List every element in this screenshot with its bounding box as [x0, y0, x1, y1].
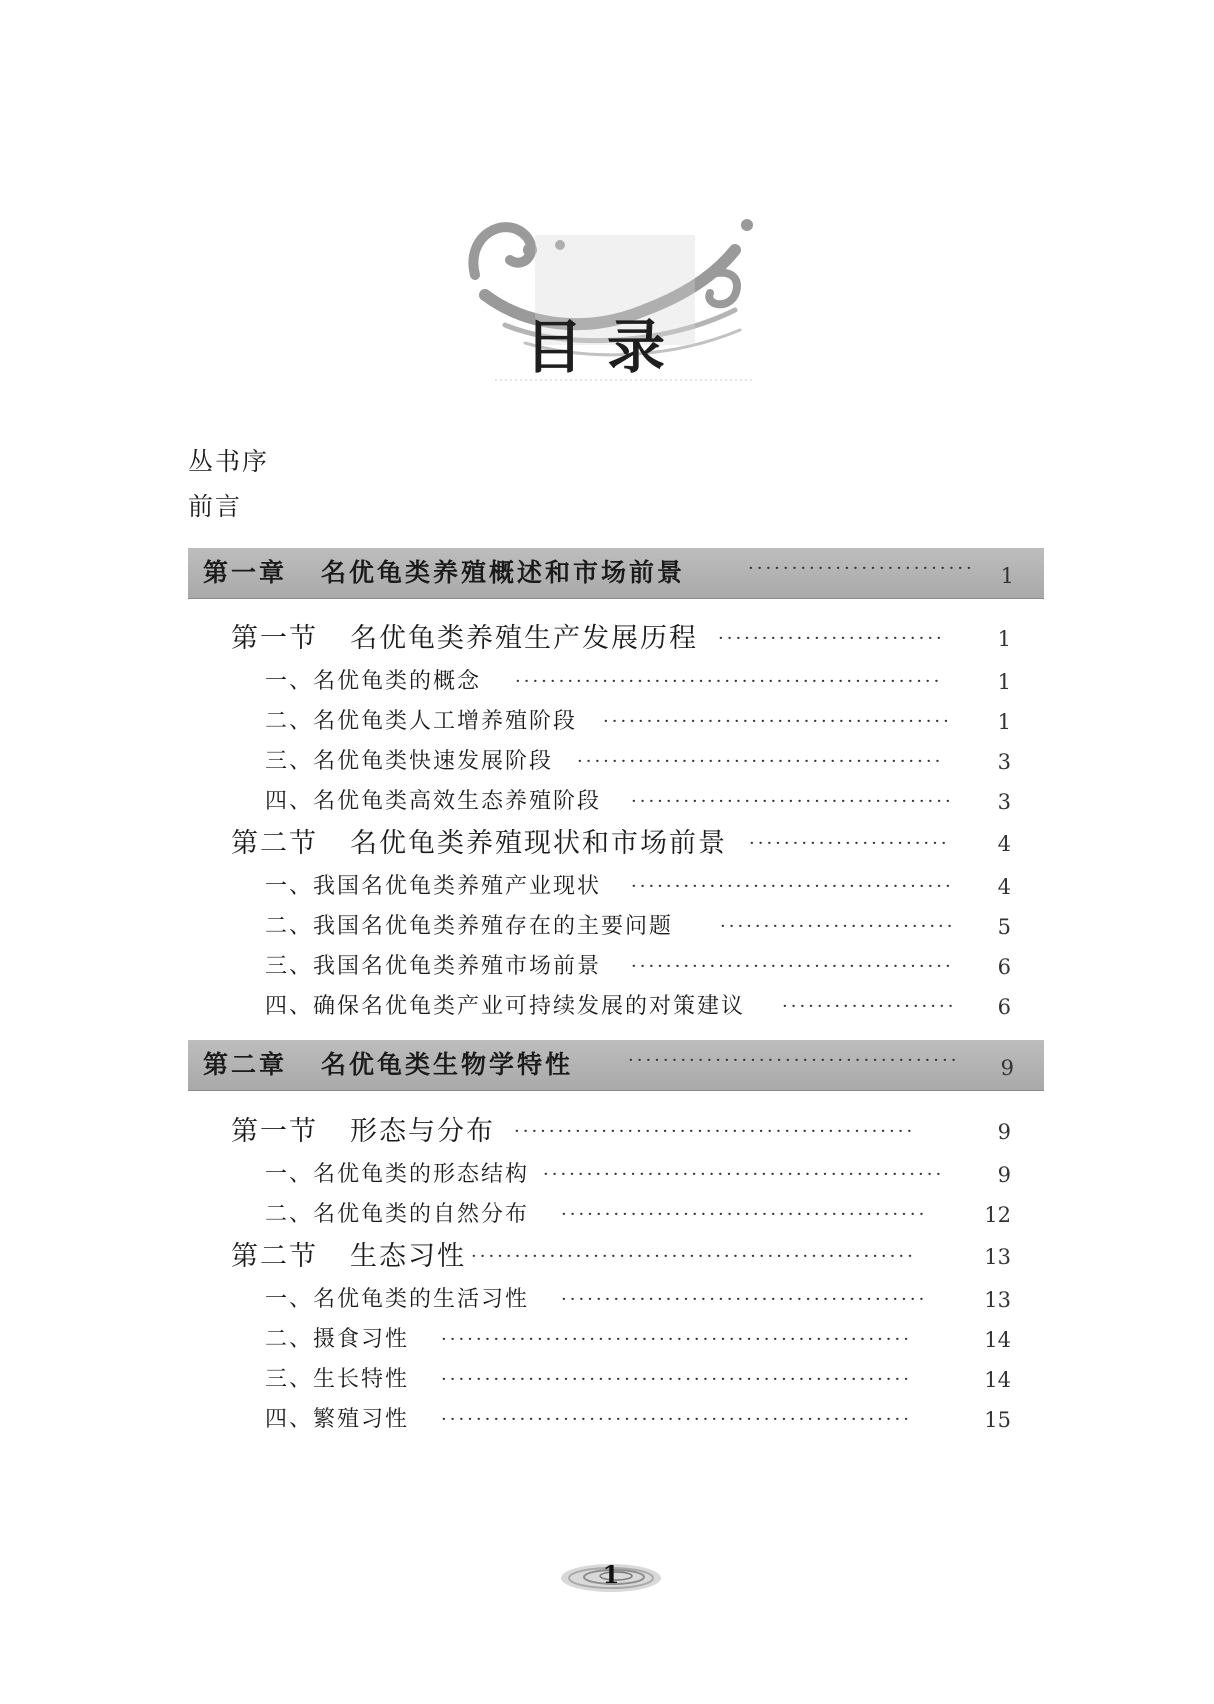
item-title: 三、生长特性 [265, 1367, 410, 1392]
item-title: 三、我国名优龟类养殖市场前景 [265, 954, 602, 979]
leader-dots: ·········································· [561, 1204, 928, 1225]
toc-item[interactable] [265, 747, 1011, 777]
chapter-1-heading[interactable] [188, 548, 1044, 598]
leader-dots: ·························· [748, 558, 975, 579]
section-page: 13 [984, 1245, 1011, 1269]
item-title: 二、摄食习性 [265, 1327, 410, 1352]
item-title: 一、名优龟类的生活习性 [265, 1287, 530, 1312]
toc-item[interactable] [265, 667, 1011, 697]
toc-item[interactable] [265, 912, 1011, 942]
item-page: 12 [984, 1203, 1011, 1227]
section-2-1[interactable] [231, 1117, 1011, 1147]
front-matter-series-preface[interactable]: 丛书序 [188, 447, 270, 476]
leader-dots: ·········································· [561, 1289, 928, 1310]
chapter-2-page: 9 [1000, 1056, 1014, 1080]
leader-dots: ··················································· [471, 1246, 916, 1267]
section-2-2[interactable] [231, 1242, 1011, 1272]
item-title: 四、确保名优龟类产业可持续发展的对策建议 [265, 994, 746, 1019]
toc-item[interactable] [265, 952, 1011, 982]
toc-item[interactable] [265, 1160, 1011, 1190]
leader-dots: ······················································ [441, 1409, 912, 1430]
item-title: 二、我国名优龟类养殖存在的主要问题 [265, 914, 674, 939]
toc-item[interactable] [265, 872, 1011, 902]
item-title: 三、名优龟类快速发展阶段 [265, 749, 554, 774]
toc-item[interactable] [265, 787, 1011, 817]
leader-dots: ····································· [631, 956, 954, 977]
page-number-badge [558, 1556, 664, 1596]
item-page: 1 [997, 710, 1011, 734]
leader-dots: ····································· [631, 876, 954, 897]
section-1-1[interactable] [231, 624, 1011, 654]
toc-item[interactable] [265, 1200, 1011, 1230]
leader-dots: ·············································· [543, 1164, 945, 1185]
section-1-2[interactable] [231, 829, 1011, 859]
chapter-1-page: 1 [1000, 564, 1014, 588]
item-page: 3 [997, 750, 1011, 774]
leader-dots: ·········································· [577, 751, 944, 772]
section-page: 1 [997, 627, 1011, 651]
item-title: 一、我国名优龟类养殖产业现状 [265, 874, 602, 899]
toc-item[interactable] [265, 992, 1011, 1022]
item-title: 四、繁殖习性 [265, 1407, 410, 1432]
leader-dots: ··························· [720, 916, 956, 937]
leader-dots: ·············································· [514, 1121, 916, 1142]
item-title: 二、名优龟类人工增养殖阶段 [265, 709, 578, 734]
leader-dots: ···················· [782, 996, 957, 1017]
front-matter-preface[interactable]: 前言 [188, 492, 243, 521]
chapter-2-heading[interactable] [188, 1040, 1044, 1090]
item-title: 一、名优龟类的概念 [265, 669, 482, 694]
page-number: 1 [602, 1560, 620, 1589]
chapter-1-title-text: 第一章 名优龟类养殖概述和市场前景 [203, 558, 686, 587]
toc-item[interactable] [265, 1325, 1011, 1355]
toc-item[interactable] [265, 707, 1011, 737]
leader-dots: ········································ [603, 711, 952, 732]
section-title: 第一节 名优龟类养殖生产发展历程 [231, 623, 698, 654]
section-title: 第二节 名优龟类养殖现状和市场前景 [231, 828, 727, 859]
chapter-2-title-text: 第二章 名优龟类生物学特性 [203, 1050, 574, 1079]
leader-dots: ······················································ [441, 1369, 912, 1390]
item-page: 9 [997, 1163, 1011, 1187]
section-title: 第二节 生态习性 [231, 1241, 466, 1272]
item-page: 14 [984, 1328, 1011, 1352]
item-title: 四、名优龟类高效生态养殖阶段 [265, 789, 602, 814]
item-page: 15 [984, 1408, 1011, 1432]
item-page: 6 [997, 995, 1011, 1019]
toc-item[interactable] [265, 1365, 1011, 1395]
item-page: 4 [997, 875, 1011, 899]
leader-dots: ······················································ [441, 1329, 912, 1350]
toc-item[interactable] [265, 1285, 1011, 1315]
section-page: 4 [997, 832, 1011, 856]
item-title: 二、名优龟类的自然分布 [265, 1202, 530, 1227]
section-title: 第一节 形态与分布 [231, 1116, 495, 1147]
leader-dots: ······················· [749, 833, 950, 854]
toc-title: 目录 [524, 313, 689, 381]
leader-dots: ·························· [718, 628, 945, 649]
item-page: 13 [984, 1288, 1011, 1312]
item-page: 3 [997, 790, 1011, 814]
item-title: 一、名优龟类的形态结构 [265, 1162, 530, 1187]
item-page: 14 [984, 1368, 1011, 1392]
leader-dots: ····································· [631, 791, 954, 812]
item-page: 5 [997, 915, 1011, 939]
item-page: 1 [997, 670, 1011, 694]
leader-dots: ······································ [628, 1050, 960, 1071]
item-page: 6 [997, 955, 1011, 979]
toc-item[interactable] [265, 1405, 1011, 1435]
leader-dots: ················································· [515, 671, 943, 692]
section-page: 9 [997, 1120, 1011, 1144]
